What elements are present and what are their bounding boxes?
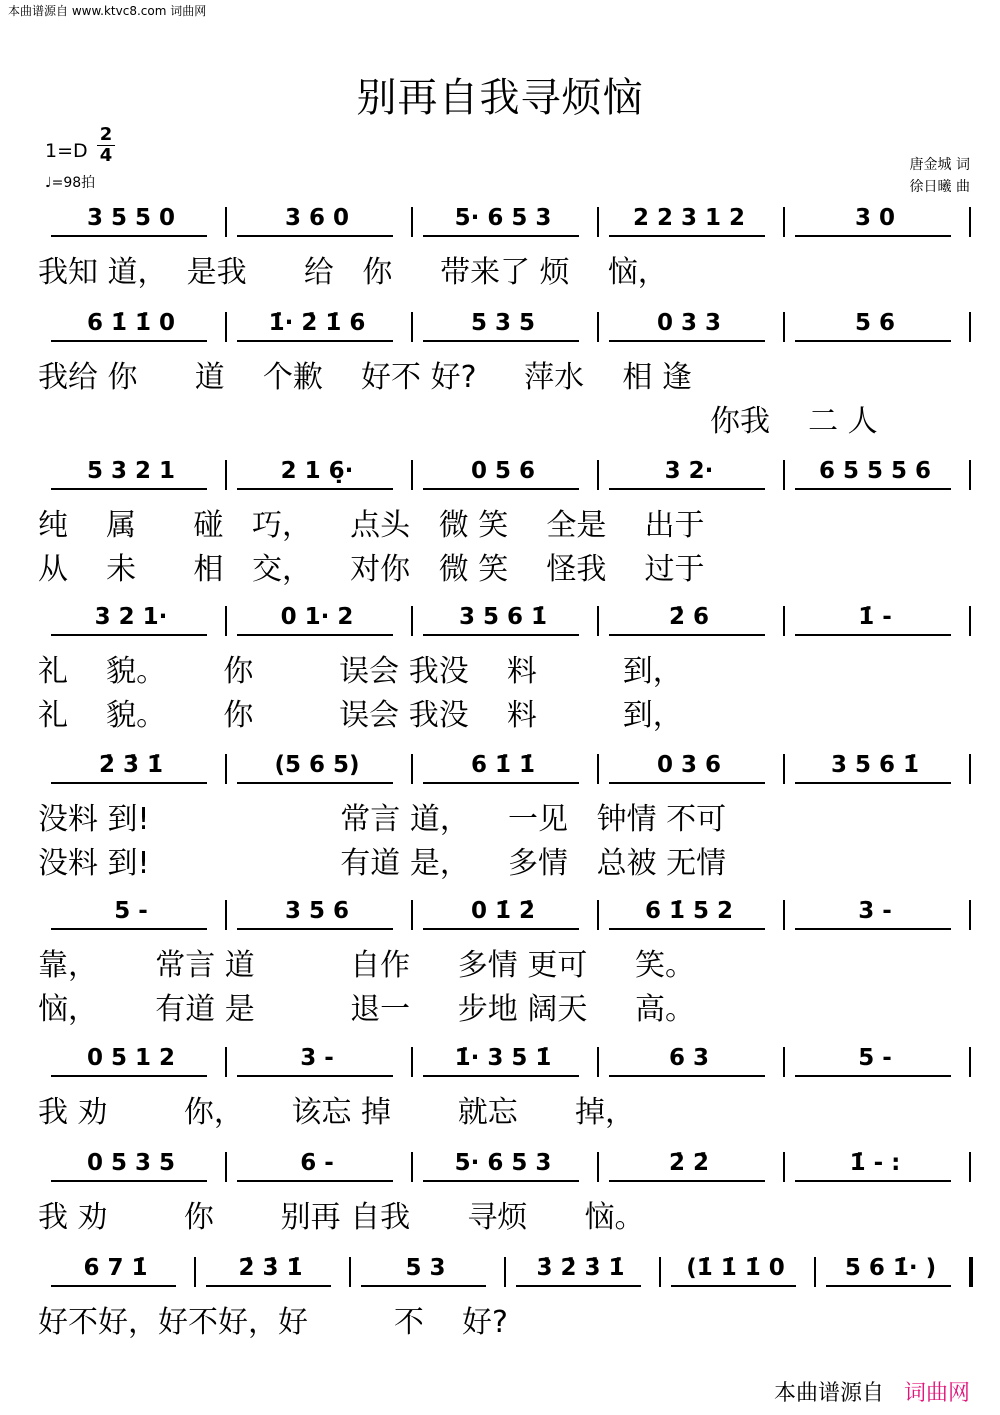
bar-line — [783, 312, 785, 342]
beam-underline — [237, 340, 393, 342]
bar-line — [225, 1047, 227, 1077]
measure-notes: 3 5 6 1̇ — [830, 752, 920, 778]
lyric-line: 恼， 有道 是 退一 步地 阔天 高。 — [38, 992, 696, 1027]
beam-underline — [51, 1075, 207, 1077]
beam-underline — [671, 1285, 796, 1287]
bar-line — [783, 754, 785, 784]
bar-line — [411, 754, 413, 784]
bar-line — [783, 1152, 785, 1182]
beam-underline — [423, 1075, 579, 1077]
bar-line — [597, 1047, 599, 1077]
beam-underline — [51, 634, 207, 636]
measure-notes: 2̇ 3̇ 1̇ — [238, 1255, 303, 1281]
bar-line — [783, 606, 785, 636]
beam-underline — [609, 488, 765, 490]
bar-line — [969, 1257, 973, 1287]
bar-line — [411, 606, 413, 636]
bar-line — [504, 1257, 506, 1287]
bar-line — [969, 207, 971, 237]
beam-underline — [795, 782, 951, 784]
lyric-line: 没料 到! 有道 是， 多情 总被 无情 — [38, 846, 727, 881]
bar-line — [783, 1047, 785, 1077]
beam-underline — [51, 1285, 176, 1287]
footer-brand: 词曲网 — [903, 1381, 970, 1406]
lyricist-credit: 唐金城 词 — [909, 157, 970, 173]
bar-line — [349, 1257, 351, 1287]
measure-notes: 0 3 3 — [656, 310, 722, 336]
beam-underline — [609, 235, 765, 237]
bar-line — [225, 754, 227, 784]
measure-notes: 6 1̇ 5 2 — [644, 898, 734, 924]
bar-line — [597, 460, 599, 490]
beam-underline — [516, 1285, 641, 1287]
measure-notes: 5· 6 5 3 — [454, 205, 552, 231]
measure-notes: 3 6 0 — [284, 205, 350, 231]
measure-notes: 5 - — [114, 898, 148, 924]
measure-notes: 5 3 2 1 — [86, 458, 176, 484]
bar-line — [411, 1152, 413, 1182]
measure-notes: 0 1· 2 — [280, 604, 354, 630]
lyric-line: 没料 到! 常言 道， 一见 钟情 不可 — [38, 802, 727, 837]
lyric-line: 我给 你 道 个歉 好不 好? 萍水 相 逢 — [38, 360, 692, 395]
measure-notes: 3 0 — [854, 205, 895, 231]
measure-notes: 5 6 — [854, 310, 895, 336]
beam-underline — [423, 782, 579, 784]
measure-notes: 5· 6 5 3 — [454, 1150, 552, 1176]
bar-line — [225, 900, 227, 930]
beam-underline — [51, 1180, 207, 1182]
beam-underline — [51, 340, 207, 342]
measure-notes: (1̇ 1̇ 1̇ 0 — [686, 1255, 785, 1281]
beam-underline — [206, 1285, 331, 1287]
beam-underline — [423, 928, 579, 930]
beam-underline — [423, 488, 579, 490]
lyric-line: 你我 二 人 — [710, 404, 878, 439]
beam-underline — [795, 340, 951, 342]
top-watermark: 本曲谱源自 www.ktvc8.com 词曲网 — [8, 4, 207, 18]
beam-underline — [237, 928, 393, 930]
bar-line — [969, 754, 971, 784]
bar-line — [411, 1047, 413, 1077]
bar-line — [597, 312, 599, 342]
measure-notes: 0 5 1 2 — [86, 1045, 176, 1071]
measure-notes: 6 1̇ 1̇ 0 — [86, 310, 176, 336]
measure-notes: 1̇ - — [858, 604, 892, 630]
beam-underline — [609, 928, 765, 930]
measure-notes: 3 5 5 0 — [86, 205, 176, 231]
bar-line — [225, 312, 227, 342]
measure-notes: 2̇ 3̇ 1̇ — [98, 752, 164, 778]
measure-notes: 6 1̇ 1̇ — [470, 752, 536, 778]
bar-line — [783, 207, 785, 237]
key-signature: 1=D — [45, 140, 88, 162]
measure-notes: 5 3 5 — [470, 310, 536, 336]
beam-underline — [237, 782, 393, 784]
bar-line — [411, 460, 413, 490]
lyric-line: 我 劝 你 别再 自我 寻烦 恼。 — [38, 1200, 645, 1235]
bar-line — [597, 207, 599, 237]
bar-line — [411, 312, 413, 342]
lyric-line: 纯 属 碰 巧， 点头 微 笑 全是 出于 — [38, 508, 705, 543]
lyric-line: 我知 道， 是我 给 你 带来了 烦 恼， — [38, 255, 668, 290]
bar-line — [225, 460, 227, 490]
footer-source-text: 本曲谱源自 — [773, 1381, 884, 1406]
tempo-marking: ♩=98拍 — [45, 175, 96, 191]
beam-underline — [423, 235, 579, 237]
bar-line — [225, 1152, 227, 1182]
beam-underline — [51, 782, 207, 784]
measure-notes: 5 - — [858, 1045, 892, 1071]
bar-line — [969, 460, 971, 490]
bar-line — [969, 312, 971, 342]
lyric-line: 礼 貌。 你 误会 我没 料 到， — [38, 698, 683, 733]
measure-notes: 2 2 3 1 2 — [632, 205, 746, 231]
bar-line — [969, 1047, 971, 1077]
bar-line — [597, 1152, 599, 1182]
beam-underline — [609, 340, 765, 342]
lyric-line: 好不好，好不好，好 不 好? — [38, 1305, 508, 1340]
beam-underline — [795, 1180, 951, 1182]
bar-line — [969, 606, 971, 636]
beam-underline — [609, 1075, 765, 1077]
measure-notes: 0 5 6 — [470, 458, 536, 484]
beam-underline — [795, 235, 951, 237]
lyric-line: 靠， 常言 道 自作 多情 更可 笑。 — [38, 948, 696, 983]
measure-notes: 6 5 5 5 6 — [818, 458, 932, 484]
measure-notes: 2̇ 2̇ — [668, 1150, 709, 1176]
beam-underline — [795, 488, 951, 490]
bar-line — [783, 900, 785, 930]
beam-underline — [51, 235, 207, 237]
time-signature — [97, 125, 115, 166]
lyric-line: 我 劝 你， 该忘 掉 就忘 掉， — [38, 1095, 636, 1130]
beam-underline — [237, 1075, 393, 1077]
measure-notes: 2 1 6̣· — [280, 458, 354, 484]
lyric-line: 从 未 相 交， 对你 微 笑 怪我 过于 — [38, 552, 705, 587]
measure-notes: 2̇ 6 — [668, 604, 709, 630]
beam-underline — [361, 1285, 486, 1287]
beam-underline — [423, 1180, 579, 1182]
measure-notes: 1̇ - : — [849, 1150, 901, 1176]
measure-notes: 0 5 3 5 — [86, 1150, 176, 1176]
beam-underline — [51, 928, 207, 930]
beam-underline — [795, 928, 951, 930]
measure-notes: 6 3 — [668, 1045, 709, 1071]
beam-underline — [237, 634, 393, 636]
measure-notes: (5 6 5) — [274, 752, 360, 778]
beam-underline — [237, 1180, 393, 1182]
bar-line — [225, 606, 227, 636]
time-numerator: 2 — [97, 125, 115, 146]
measure-notes: 6 - — [300, 1150, 334, 1176]
song-title: 别再自我寻烦恼 — [356, 75, 644, 121]
measure-notes: 3 5 6 1̇ — [458, 604, 548, 630]
beam-underline — [826, 1285, 951, 1287]
bar-line — [969, 900, 971, 930]
bar-line — [969, 1152, 971, 1182]
beam-underline — [609, 634, 765, 636]
beam-underline — [423, 634, 579, 636]
beam-underline — [237, 488, 393, 490]
measure-notes: 3 - — [300, 1045, 334, 1071]
bar-line — [597, 754, 599, 784]
bar-line — [659, 1257, 661, 1287]
bar-line — [225, 207, 227, 237]
measure-notes: 1̇· 2̇ 1̇ 6 — [268, 310, 366, 336]
measure-notes: 3̇ 2̇ 3̇ 1̇ — [536, 1255, 625, 1281]
bar-line — [194, 1257, 196, 1287]
beam-underline — [609, 782, 765, 784]
composer-credit: 徐日曦 曲 — [909, 179, 970, 195]
beam-underline — [795, 1075, 951, 1077]
measure-notes: 0 1̇ 2̇ — [470, 898, 536, 924]
bar-line — [597, 900, 599, 930]
time-denominator: 4 — [99, 145, 113, 166]
beam-underline — [423, 340, 579, 342]
bar-line — [783, 460, 785, 490]
measure-notes: 1̇· 3 5 1̇ — [454, 1045, 552, 1071]
bar-line — [411, 900, 413, 930]
measure-notes: 6 7 1̇ — [83, 1255, 148, 1281]
beam-underline — [795, 634, 951, 636]
bar-line — [411, 207, 413, 237]
beam-underline — [51, 488, 207, 490]
measure-notes: 3 5 6 — [284, 898, 350, 924]
bar-line — [814, 1257, 816, 1287]
lyric-line: 礼 貌。 你 误会 我没 料 到， — [38, 654, 683, 689]
measure-notes: 3 - — [858, 898, 892, 924]
measure-notes: 5 6 1̇· ) — [844, 1255, 937, 1281]
measure-notes: 0 3 6 — [656, 752, 722, 778]
measure-notes: 5 3 — [405, 1255, 446, 1281]
measure-notes: 3 2 1· — [94, 604, 168, 630]
measure-notes: 3 2· — [664, 458, 714, 484]
beam-underline — [609, 1180, 765, 1182]
beam-underline — [237, 235, 393, 237]
footer-source — [774, 1376, 970, 1407]
bar-line — [597, 606, 599, 636]
